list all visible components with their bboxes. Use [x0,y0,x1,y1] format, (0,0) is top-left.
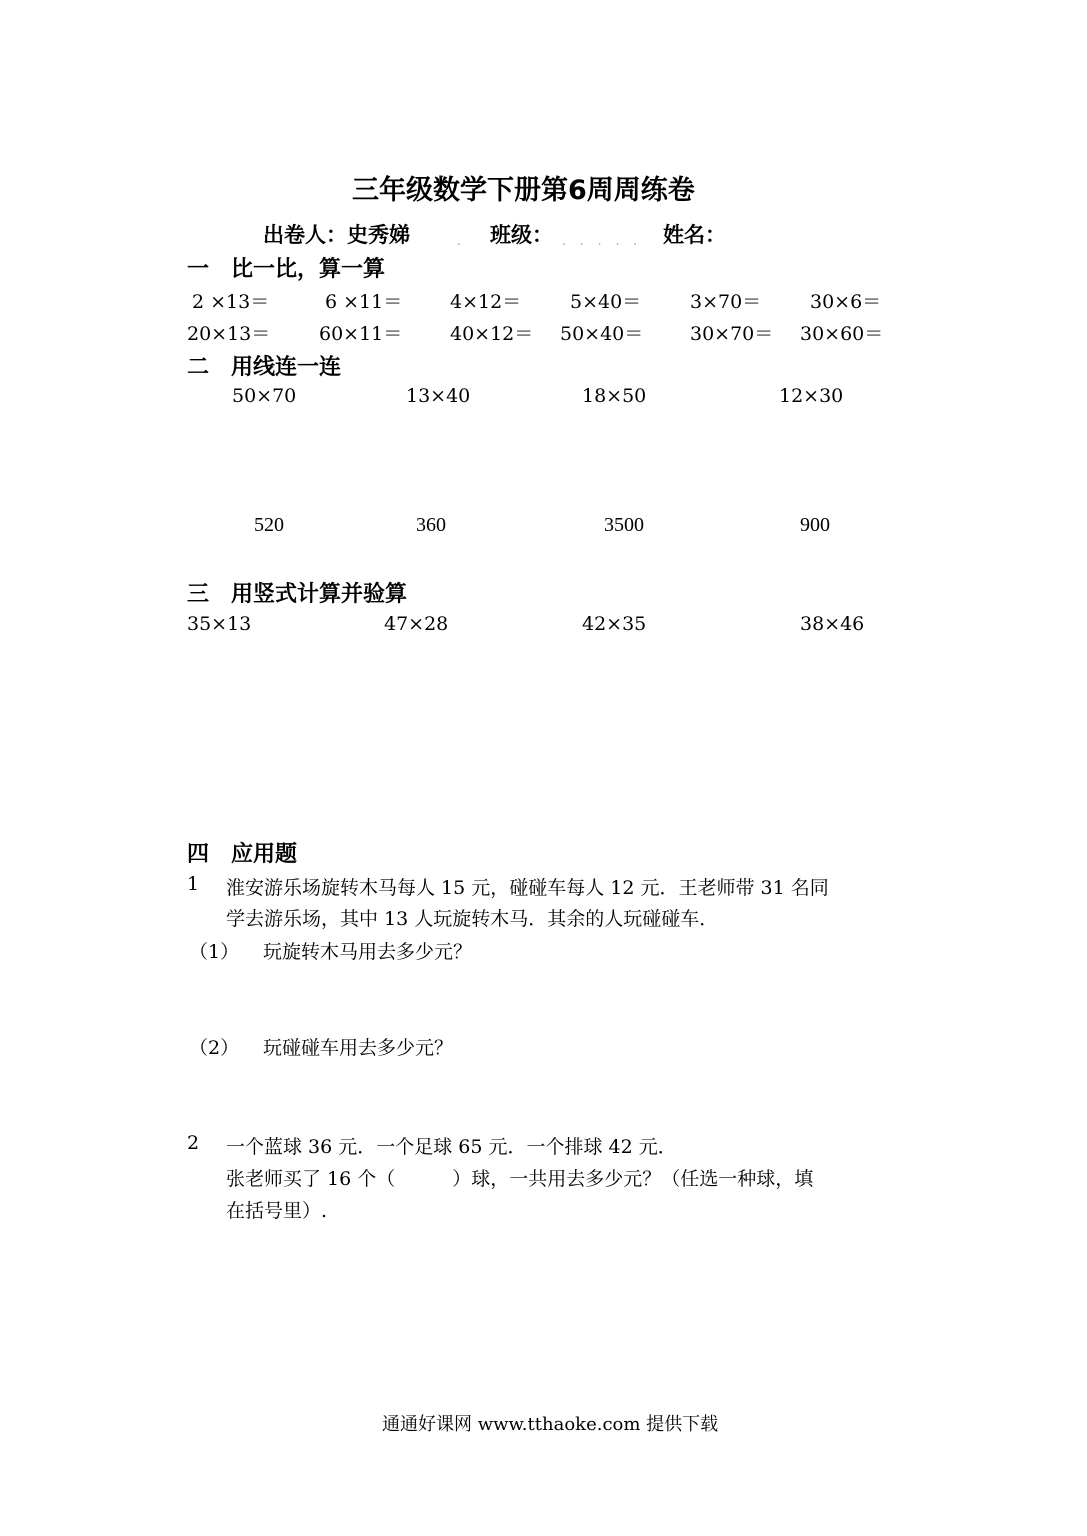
match-top-item: 12×30 [779,385,844,407]
calc-row1-item: 30×6＝ [810,291,882,313]
vertical-calc-item: 47×28 [384,613,449,635]
vertical-calc-item: 42×35 [582,613,647,635]
match-bottom-item: 360 [416,514,446,536]
calc-row2-item: 30×70＝ [690,323,774,345]
match-bottom-item: 900 [800,514,830,536]
class-label: 班级： [490,223,553,247]
name-label: 姓名： [663,223,726,247]
calc-row2-item: 20×13＝ [187,323,271,345]
author-blank-dot: . [457,234,475,248]
match-top-item: 50×70 [232,385,297,407]
question-text: 学去游乐场，其中 13 人玩旋转木马．其余的人玩碰碰车． [226,908,719,930]
section3-heading: 三 用竖式计算并验算 [187,582,408,607]
question-number: 1 [187,873,200,895]
calc-row1-item: 4×12＝ [450,291,522,313]
page-title: 三年级数学下册第6周周练卷 [352,175,695,206]
subquestion-number: （1） [189,941,240,963]
section2-heading: 二 用线连一连 [187,355,342,380]
question-text: 淮安游乐场旋转木马每人 15 元，碰碰车每人 12 元．王老师带 31 名同 [226,877,829,899]
calc-row1-item: 6 ×11＝ [325,291,403,313]
question-text: 张老师买了 16 个（ ）球，一共用去多少元？（任选一种球，填 [226,1168,814,1190]
subquestion-text: 玩碰碰车用去多少元？ [263,1037,454,1059]
calc-row2-item: 60×11＝ [319,323,403,345]
vertical-calc-item: 35×13 [187,613,252,635]
question-text: 一个蓝球 36 元．一个足球 65 元．一个排球 42 元． [226,1136,677,1158]
subquestion-number: （2） [189,1037,240,1059]
calc-row2-item: 50×40＝ [560,323,644,345]
author-label: 出卷人：史秀娣 [263,223,410,247]
subquestion-text: 玩旋转木马用去多少元？ [263,941,473,963]
calc-row1-item: 5×40＝ [570,291,642,313]
question-number: 2 [187,1132,200,1154]
question-text: 在括号里）. [226,1200,328,1222]
match-bottom-item: 520 [254,514,284,536]
calc-row2-item: 40×12＝ [450,323,534,345]
calc-row1-item: 2 ×13＝ [192,291,270,313]
match-top-item: 13×40 [406,385,471,407]
class-blank-dots: ..... [562,234,652,248]
match-bottom-item: 3500 [604,514,644,536]
section1-heading: 一 比一比，算一算 [187,257,386,282]
match-top-item: 18×50 [582,385,647,407]
page-footer: 通通好课网 www.tthaoke.com 提供下载 [382,1414,719,1435]
calc-row1-item: 3×70＝ [690,291,762,313]
section4-heading: 四 应用题 [187,842,298,867]
calc-row2-item: 30×60＝ [800,323,884,345]
vertical-calc-item: 38×46 [800,613,865,635]
